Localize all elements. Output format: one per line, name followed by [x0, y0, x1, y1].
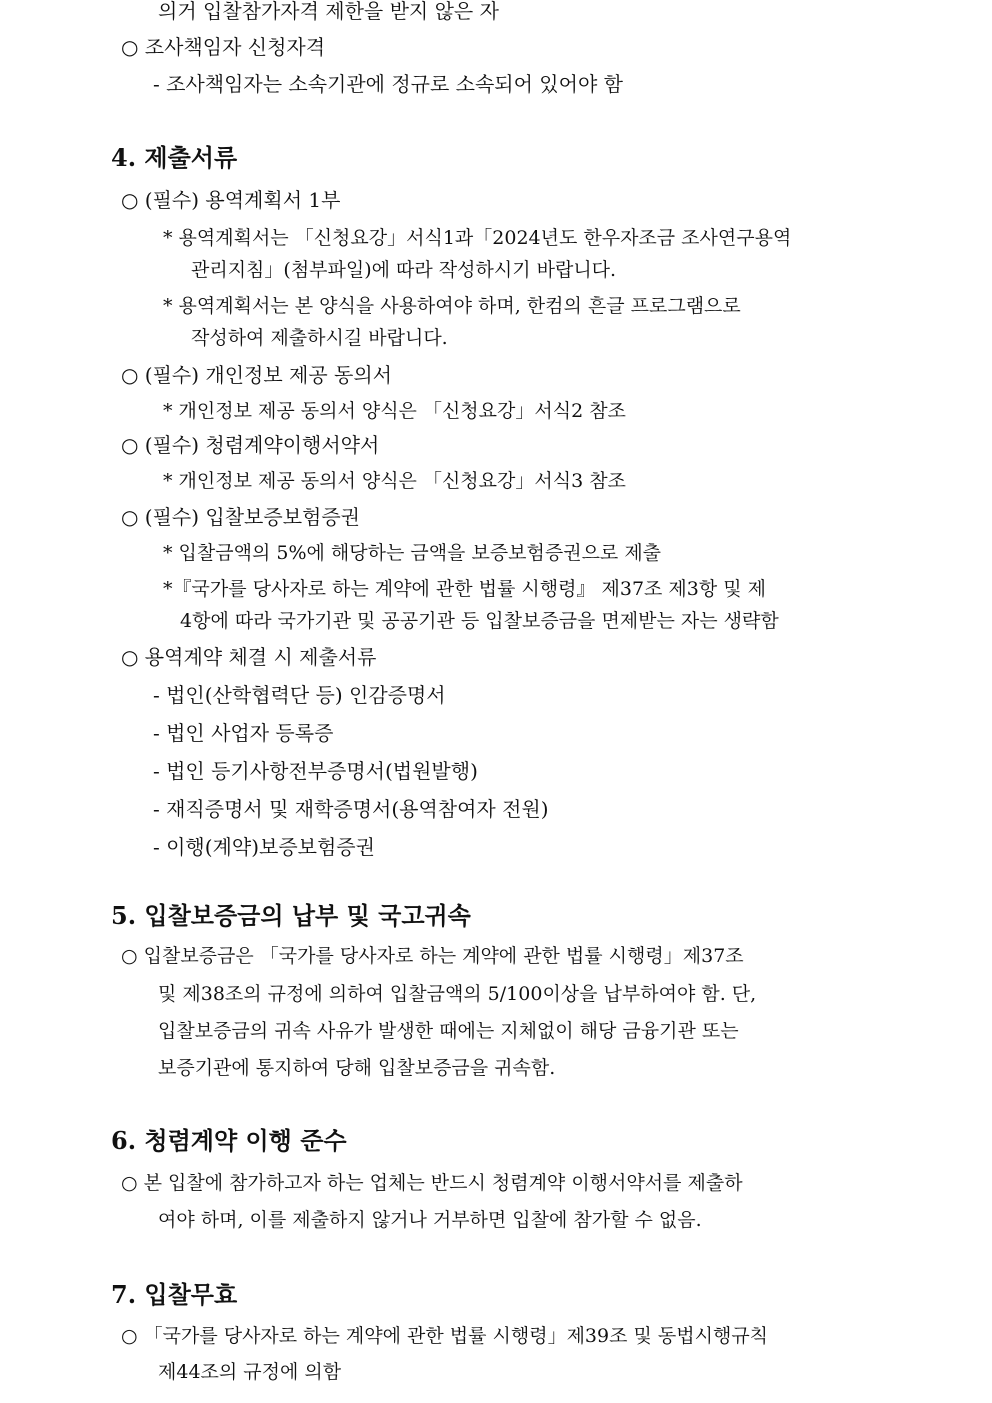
section-6-para-line-1: ○ 본 입찰에 참가하고자 하는 업체는 반드시 청렴계약 이행서약서를 제출하 — [121, 1172, 743, 1194]
section-7-title: 7. 입찰무효 — [111, 1280, 238, 1309]
section-5-para-line-1: ○ 입찰보증금은 「국가를 당사자로 하는 계약에 관한 법률 시행령」제37조 — [121, 945, 744, 967]
contract-doc-business-reg: - 법인 사업자 등록증 — [153, 721, 334, 745]
section-5-title: 5. 입찰보증금의 납부 및 국고귀속 — [111, 901, 471, 930]
note-privacy-consent: * 개인정보 제공 동의서 양식은 「신청요강」서식2 참조 — [163, 400, 626, 422]
item-contract-docs: ○ 용역계약 체결 시 제출서류 — [121, 645, 377, 669]
note-service-plan-1b: 관리지침」(첨부파일)에 따라 작성하시기 바랍니다. — [191, 259, 617, 281]
section-7-para-line-1: ○ 「국가를 당사자로 하는 계약에 관한 법률 시행령」제39조 및 동법시행규칙 — [121, 1325, 769, 1347]
item-integrity-pledge: ○ (필수) 청렴계약이행서약서 — [121, 433, 380, 457]
section-5-para-line-2: 및 제38조의 규정에 의하여 입찰금액의 5/100이상을 납부하여야 함. 단, — [158, 983, 757, 1005]
section-5-para-line-3: 입찰보증금의 귀속 사유가 발생한 때에는 지체없이 해당 금융기관 또는 — [158, 1020, 739, 1042]
section-6-title: 6. 청렴계약 이행 준수 — [111, 1126, 347, 1155]
section-7-para-line-2: 제44조의 규정에 의함 — [158, 1361, 342, 1383]
note-integrity-pledge: * 개인정보 제공 동의서 양식은 「신청요강」서식3 참조 — [163, 470, 626, 492]
item-service-plan: ○ (필수) 용역계획서 1부 — [121, 188, 341, 212]
contract-doc-performance-bond: - 이행(계약)보증보험증권 — [153, 835, 375, 859]
contract-doc-seal-cert: - 법인(산학협력단 등) 인감증명서 — [153, 683, 446, 707]
contract-doc-registry: - 법인 등기사항전부증명서(법원발행) — [153, 759, 478, 783]
note-service-plan-1a: * 용역계획서는 「신청요강」서식1과「2024년도 한우자조금 조사연구용역 — [163, 227, 792, 249]
note-service-plan-2a: * 용역계획서는 본 양식을 사용하여야 하며, 한컴의 흔글 프로그램으로 — [163, 295, 741, 317]
note-service-plan-2b: 작성하여 제출하시길 바랍니다. — [191, 327, 448, 349]
note-bid-bond-1: * 입찰금액의 5%에 해당하는 금액을 보증보험증권으로 제출 — [163, 542, 662, 564]
item-privacy-consent: ○ (필수) 개인정보 제공 동의서 — [121, 363, 393, 387]
section-5-para-line-4: 보증기관에 통지하여 당해 입찰보증금을 귀속함. — [158, 1057, 556, 1079]
item-bid-bond: ○ (필수) 입찰보증보험증권 — [121, 505, 360, 529]
note-bid-bond-2a: *『국가를 당사자로 하는 계약에 관한 법률 시행령』 제37조 제3항 및 제 — [163, 578, 767, 600]
contract-doc-employment: - 재직증명서 및 재학증명서(용역참여자 전원) — [153, 797, 549, 821]
note-bid-bond-2b: 4항에 따라 국가기관 및 공공기관 등 입찰보증금을 면제받는 자는 생략함 — [180, 610, 779, 632]
continued-line: 의거 입찰참가자격 제한을 받지 않은 자 — [158, 0, 499, 23]
bullet-eligibility: ○ 조사책임자 신청자격 — [121, 35, 326, 59]
section-6-para-line-2: 여야 하며, 이를 제출하지 않거나 거부하면 입찰에 참가할 수 없음. — [158, 1209, 702, 1231]
section-4-title: 4. 제출서류 — [111, 143, 238, 172]
dash-eligibility-note: - 조사책임자는 소속기관에 정규로 소속되어 있어야 함 — [153, 72, 623, 96]
